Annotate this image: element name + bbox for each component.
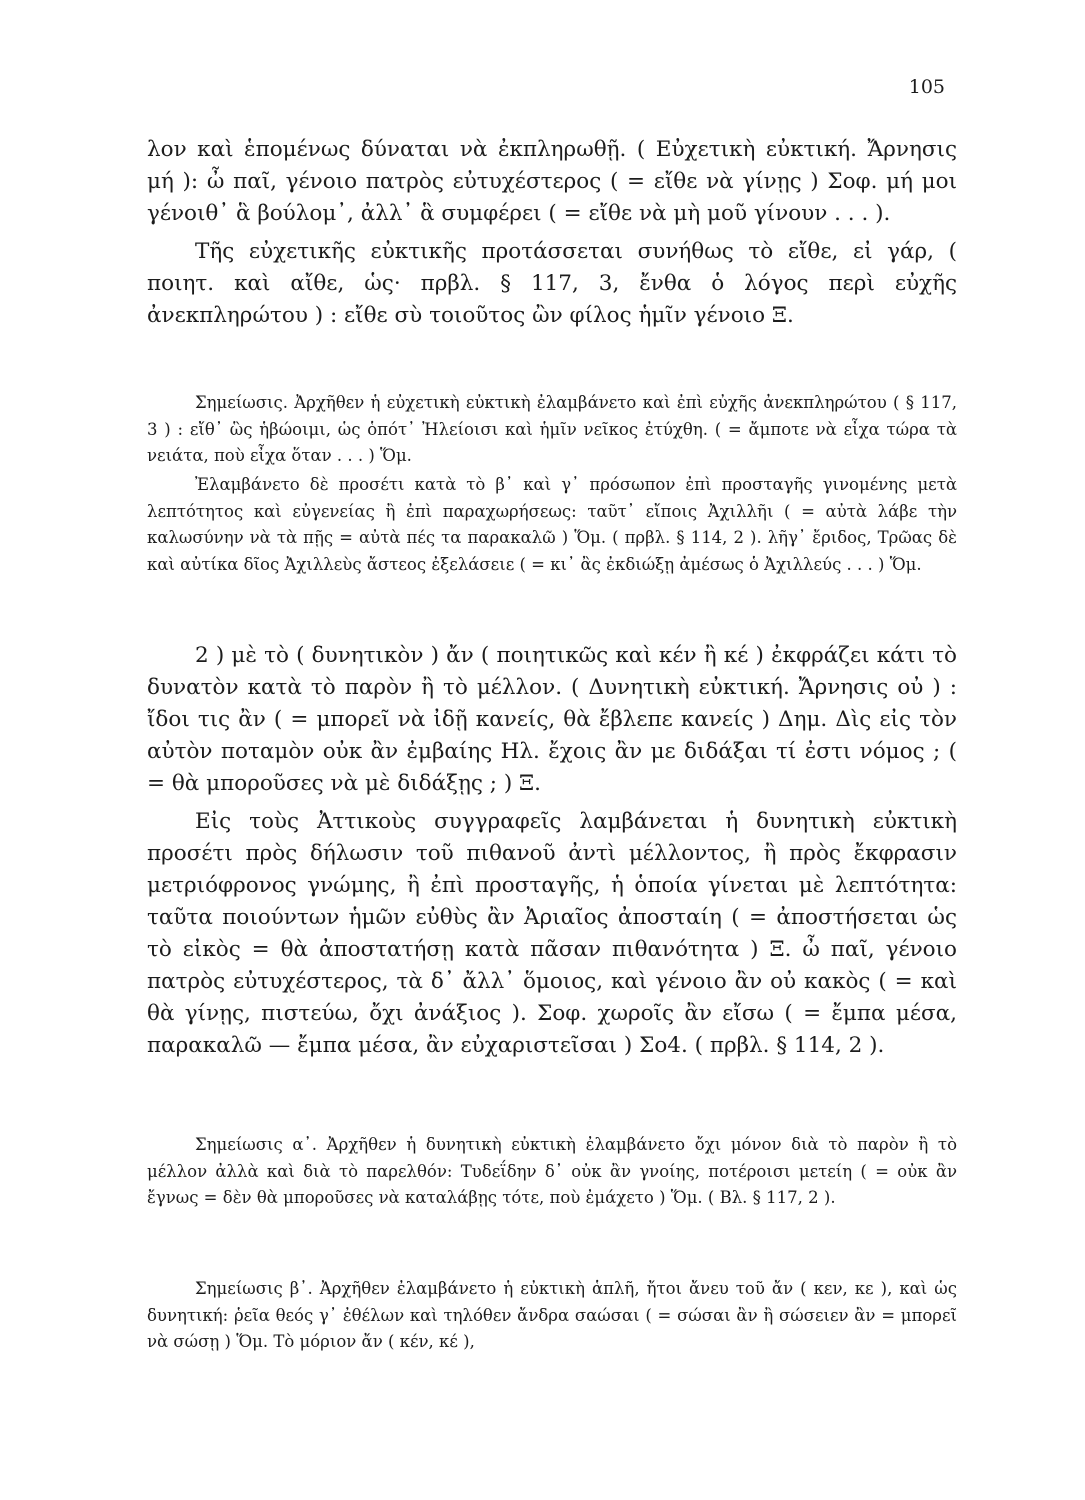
paragraph-eithe bbox=[147, 236, 957, 332]
note-4 bbox=[147, 1276, 957, 1356]
note-text: Σημείωσις α᾽. Ἀρχῆθεν ἡ δυνητικὴ εὐκτικὴ ἐλαμβάνετο ὄχι μόνον διὰ τὸ παρὸν ἢ τὸ μέλλον ἀλλὰ καὶ διὰ τὸ παρελθόν: Τυδεΐδην δ᾽ οὐκ ἂν γνοίης, ποτέροισι μετείη ( = οὐκ ἂν ἔγνως = δὲν θὰ μποροῦσες νὰ καταλάβῃς τότε, ποὺ ἐμάχετο ) Ὅμ. ( Βλ. § 117, 2 ). bbox=[147, 1135, 957, 1207]
note-3 bbox=[147, 1132, 957, 1212]
paragraph-text: Εἰς τοὺς Ἀττικοὺς συγγραφεῖς λαμβάνεται ἡ δυνητικὴ εὐκτικὴ προσέτι πρὸς δήλωσιν τοῦ πιθανοῦ ἀντὶ μέλλοντος, ἢ πρὸς ἔκφρασιν μετριόφρονος γνώμης, ἢ ἐπὶ προσταγῆς, ἡ ὁποία γίνεται μὲ λεπτότητα: ταῦτα ποιούντων ἡμῶν εὐθὺς ἂν Ἀριαῖος ἀποσταίη ( = ἀποστήσεται ὡς τὸ εἰκὸς = θὰ ἀποστατήσῃ κατὰ πᾶσαν πιθανότητα ) Ξ. ὦ παῖ, γένοιο πατρὸς εὐτυχέστερος, τὰ δ᾽ ἄλλ᾽ ὅμοιος, καὶ γένοιο ἂν οὐ κακὸς ( = καὶ θὰ γίνῃς, πιστεύω, ὄχι ἀνάξιος ). Σοφ. χωροῖς ἂν εἴσω ( = ἔμπα μέσα, παρακαλῶ — ἔμπα μέσα, ἂν εὐχαριστεῖσαι ) Σο4. ( πρβλ. § 114, 2 ). bbox=[147, 809, 957, 1058]
note-text: Σημείωσις β᾽. Ἀρχῆθεν ἐλαμβάνετο ἡ εὐκτικὴ ἁπλῆ, ἤτοι ἄνευ τοῦ ἄν ( κεν, κε ), καὶ ὡς δυνητική: ῥεῖα θεός γ᾽ ἐθέλων καὶ τηλόθεν ἄνδρα σαώσαι ( = σώσαι ἂν ἢ σώσειεν ἂν = μπορεῖ νὰ σώσῃ ) Ὅμ. Τὸ μόριον ἄν ( κέν, κέ ), bbox=[147, 1279, 957, 1351]
paragraph-text: 2 ) μὲ τὸ ( δυνητικὸν ) ἄν ( ποιητικῶς καὶ κέν ἢ κέ ) ἐκφράζει κάτι τὸ δυνατὸν κατὰ τὸ παρὸν ἢ τὸ μέλλον. ( Δυνητικὴ εὐκτική. Ἄρνησις οὐ ) : ἴδοι τις ἂν ( = μπορεῖ νὰ ἰδῇ κανείς, θὰ ἔβλεπε κανείς ) Δημ. Δὶς εἰς τὸν αὐτὸν ποταμὸν οὐκ ἂν ἐμβαίης Ηλ. ἔχοις ἂν με διδάξαι τί ἐστι νόμος ; ( = θὰ μποροῦσες νὰ μὲ διδάξῃς ; ) Ξ. bbox=[147, 643, 957, 796]
paragraph-optative-wish bbox=[147, 134, 957, 230]
paragraph-text: λον καὶ ἑπομένως δύναται νὰ ἐκπληρωθῇ. ( Εὐχετικὴ εὐκτική. Ἄρνησις μή ): ὦ παῖ, γένοιο πατρὸς εὐτυχέστερος ( = εἴθε νὰ γίνῃς ) Σοφ. μή μοι γένοιθ᾽ ἃ βούλομ᾽, ἀλλ᾽ ἃ συμφέρει ( = εἴθε νὰ μὴ μοῦ γίνουν . . . ). bbox=[147, 137, 957, 226]
page-number: 105 bbox=[908, 76, 945, 98]
paragraph-potential bbox=[147, 640, 957, 800]
paragraph-text: Τῆς εὐχετικῆς εὐκτικῆς προτάσσεται συνήθως τὸ εἴθε, εἰ γάρ, ( ποιητ. καὶ αἴθε, ὡς· πρβλ. § 117, 3, ἔνθα ὁ λόγος περὶ εὐχῆς ἀνεκπληρώτου ) : εἴθε σὺ τοιοῦτος ὢν φίλος ἡμῖν γένοιο Ξ. bbox=[147, 239, 957, 328]
note-2 bbox=[147, 472, 957, 578]
note-1 bbox=[147, 390, 957, 470]
note-text: Σημείωσις. Ἀρχῆθεν ἡ εὐχετικὴ εὐκτικὴ ἐλαμβάνετο καὶ ἐπὶ εὐχῆς ἀνεκπληρώτου ( § 117, 3 ) : εἴθ᾽ ὣς ἡβώοιμι, ὡς ὁπότ᾽ Ἠλείοισι καὶ ἡμῖν νεῖκος ἐτύχθη. ( = ἄμποτε νὰ εἶχα τώρα τὰ νειάτα, ποὺ εἶχα ὅταν . . . ) Ὅμ. bbox=[147, 393, 957, 465]
paragraph-attic bbox=[147, 806, 957, 1062]
note-text: Ἐλαμβάνετο δὲ προσέτι κατὰ τὸ β᾽ καὶ γ᾽ πρόσωπον ἐπὶ προσταγῆς γινομένης μετὰ λεπτότητος καὶ εὐγενείας ἢ ἐπὶ παραχωρήσεως: ταῦτ᾽ εἴποις Ἀχιλλῆι ( = αὐτὰ λάβε τὴν καλωσύνην νὰ τὰ πῇς = αὐτὰ πές τα παρακαλῶ ) Ὅμ. ( πρβλ. § 114, 2 ). λῆγ᾽ ἔριδος, Τρῶας δὲ καὶ αὐτίκα δῖος Ἀχιλλεὺς ἄστεος ἐξελάσειε ( = κι᾽ ἂς ἐκδιώξῃ ἀμέσως ὁ Ἀχιλλεύς . . . ) Ὅμ. bbox=[147, 475, 957, 574]
